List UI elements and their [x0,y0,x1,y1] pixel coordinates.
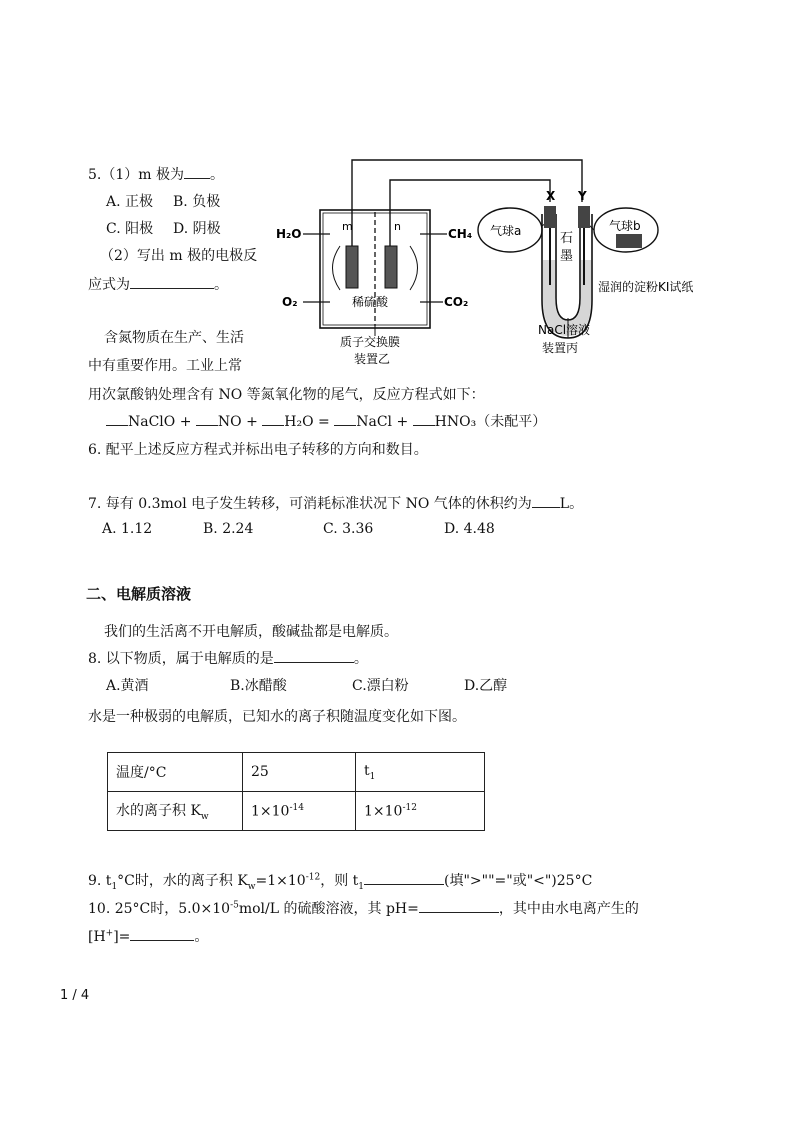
membrane-label: 质子交换膜 [340,335,401,349]
q6-text: 6. 配平上述反应方程式并标出电子转移的方向和数目。 [88,442,428,458]
water-intro: 水是一种极弱的电解质，已知水的离子积随温度变化如下图。 [88,709,466,725]
q5-line2: （2）写出 m 极的电极反 [100,248,258,264]
q7-option-c: C. 3.36 [323,521,374,537]
co2-label: CO₂ [444,295,469,309]
q7-text: 7. 每有 0.3mol 电子发生转移，可消耗标准状况下 NO 气体的休积约为 L。 [88,493,583,513]
device-b-label: 装置乙 [354,352,391,365]
q7-option-d: D. 4.48 [444,521,495,537]
q7-option-a: A. 1.12 [102,521,153,537]
q5-line1: 5.（1）m 极为 。 [88,164,224,184]
nacl-label: NaCl溶液 [538,323,591,337]
acid-label: 稀硫酸 [352,295,389,309]
page-number: 1 / 4 [60,988,90,1003]
q8-option-b: B.冰醋酸 [230,678,287,694]
ion-product-table [107,752,485,831]
section-2-intro: 我们的生活离不开电解质，酸碱盐都是电解质。 [104,624,398,640]
q5-option-b: B. 负极 [173,194,221,210]
h2o-label: H₂O [276,227,302,241]
q10-line2: [H+]= 。 [88,926,208,946]
balloon-b-label: 气球b [609,219,641,233]
q8-option-a: A.黄酒 [106,678,149,694]
electrode-n-label: n [394,220,401,233]
table-cell: 温度/°C [108,753,243,792]
intro-line-2: 中有重要作用。工业上常 [88,358,242,374]
table-cell: $t_1$ [356,753,485,792]
graphite-label-1: 石 [560,231,574,246]
q5-line3: 应式为 。 [88,274,228,294]
intro-line-3: 用次氯酸钠处理含有 NO 等氮氧化物的尾气，反应方程式如下： [88,387,485,403]
table-row [108,753,485,792]
q5-option-a: A. 正极 [106,194,154,210]
q7-option-b: B. 2.24 [203,521,254,537]
ch4-label: CH₄ [448,227,473,241]
ki-paper-label: 湿润的淀粉KI试纸 [598,280,694,294]
table-row [108,792,485,831]
y-label: Y [578,189,587,203]
balloon-a-label: 气球a [490,224,522,238]
table-cell: $1\times 10^{-12}$ [356,792,485,831]
electrode-m-label: m [342,220,353,233]
table-cell: 水的离子积 $K_w$ [108,792,243,831]
o2-label: O₂ [282,295,298,309]
graphite-label-2: 墨 [560,249,574,264]
q8-option-c: C.漂白粉 [352,678,409,694]
device-c-label: 装置丙 [542,341,579,355]
q5-option-d: D. 阴极 [173,221,221,237]
table-cell: $1\times 10^{-14}$ [243,792,356,831]
x-label: X [546,189,556,203]
q5-option-c: C. 阳极 [106,221,154,237]
electrolysis-apparatus-diagram [270,150,730,365]
section-2-title: 二、电解质溶液 [86,585,192,603]
q9-text: 9. $t_1^\circ C$时，水的离子积 $K_w=1\times 10^{-12}$，则 $t_1$ (填">""="或"<")25°C [88,870,592,892]
q8-text: 8. 以下物质，属于电解质的是 。 [88,648,368,668]
q8-option-d: D.乙醇 [464,678,508,694]
table-cell: 25 [243,753,356,792]
reaction-equation: NaClO + NO + H₂O = NaCl + HNO₃（未配平） [106,411,546,431]
q10-text: 10. 25°C时，$5.0\times 10^{-5}mol/L$ 的硫酸溶液，其 pH= ，其中由水电离产生的 [88,898,639,918]
intro-line-1: 含氮物质在生产、生活 [104,330,244,346]
